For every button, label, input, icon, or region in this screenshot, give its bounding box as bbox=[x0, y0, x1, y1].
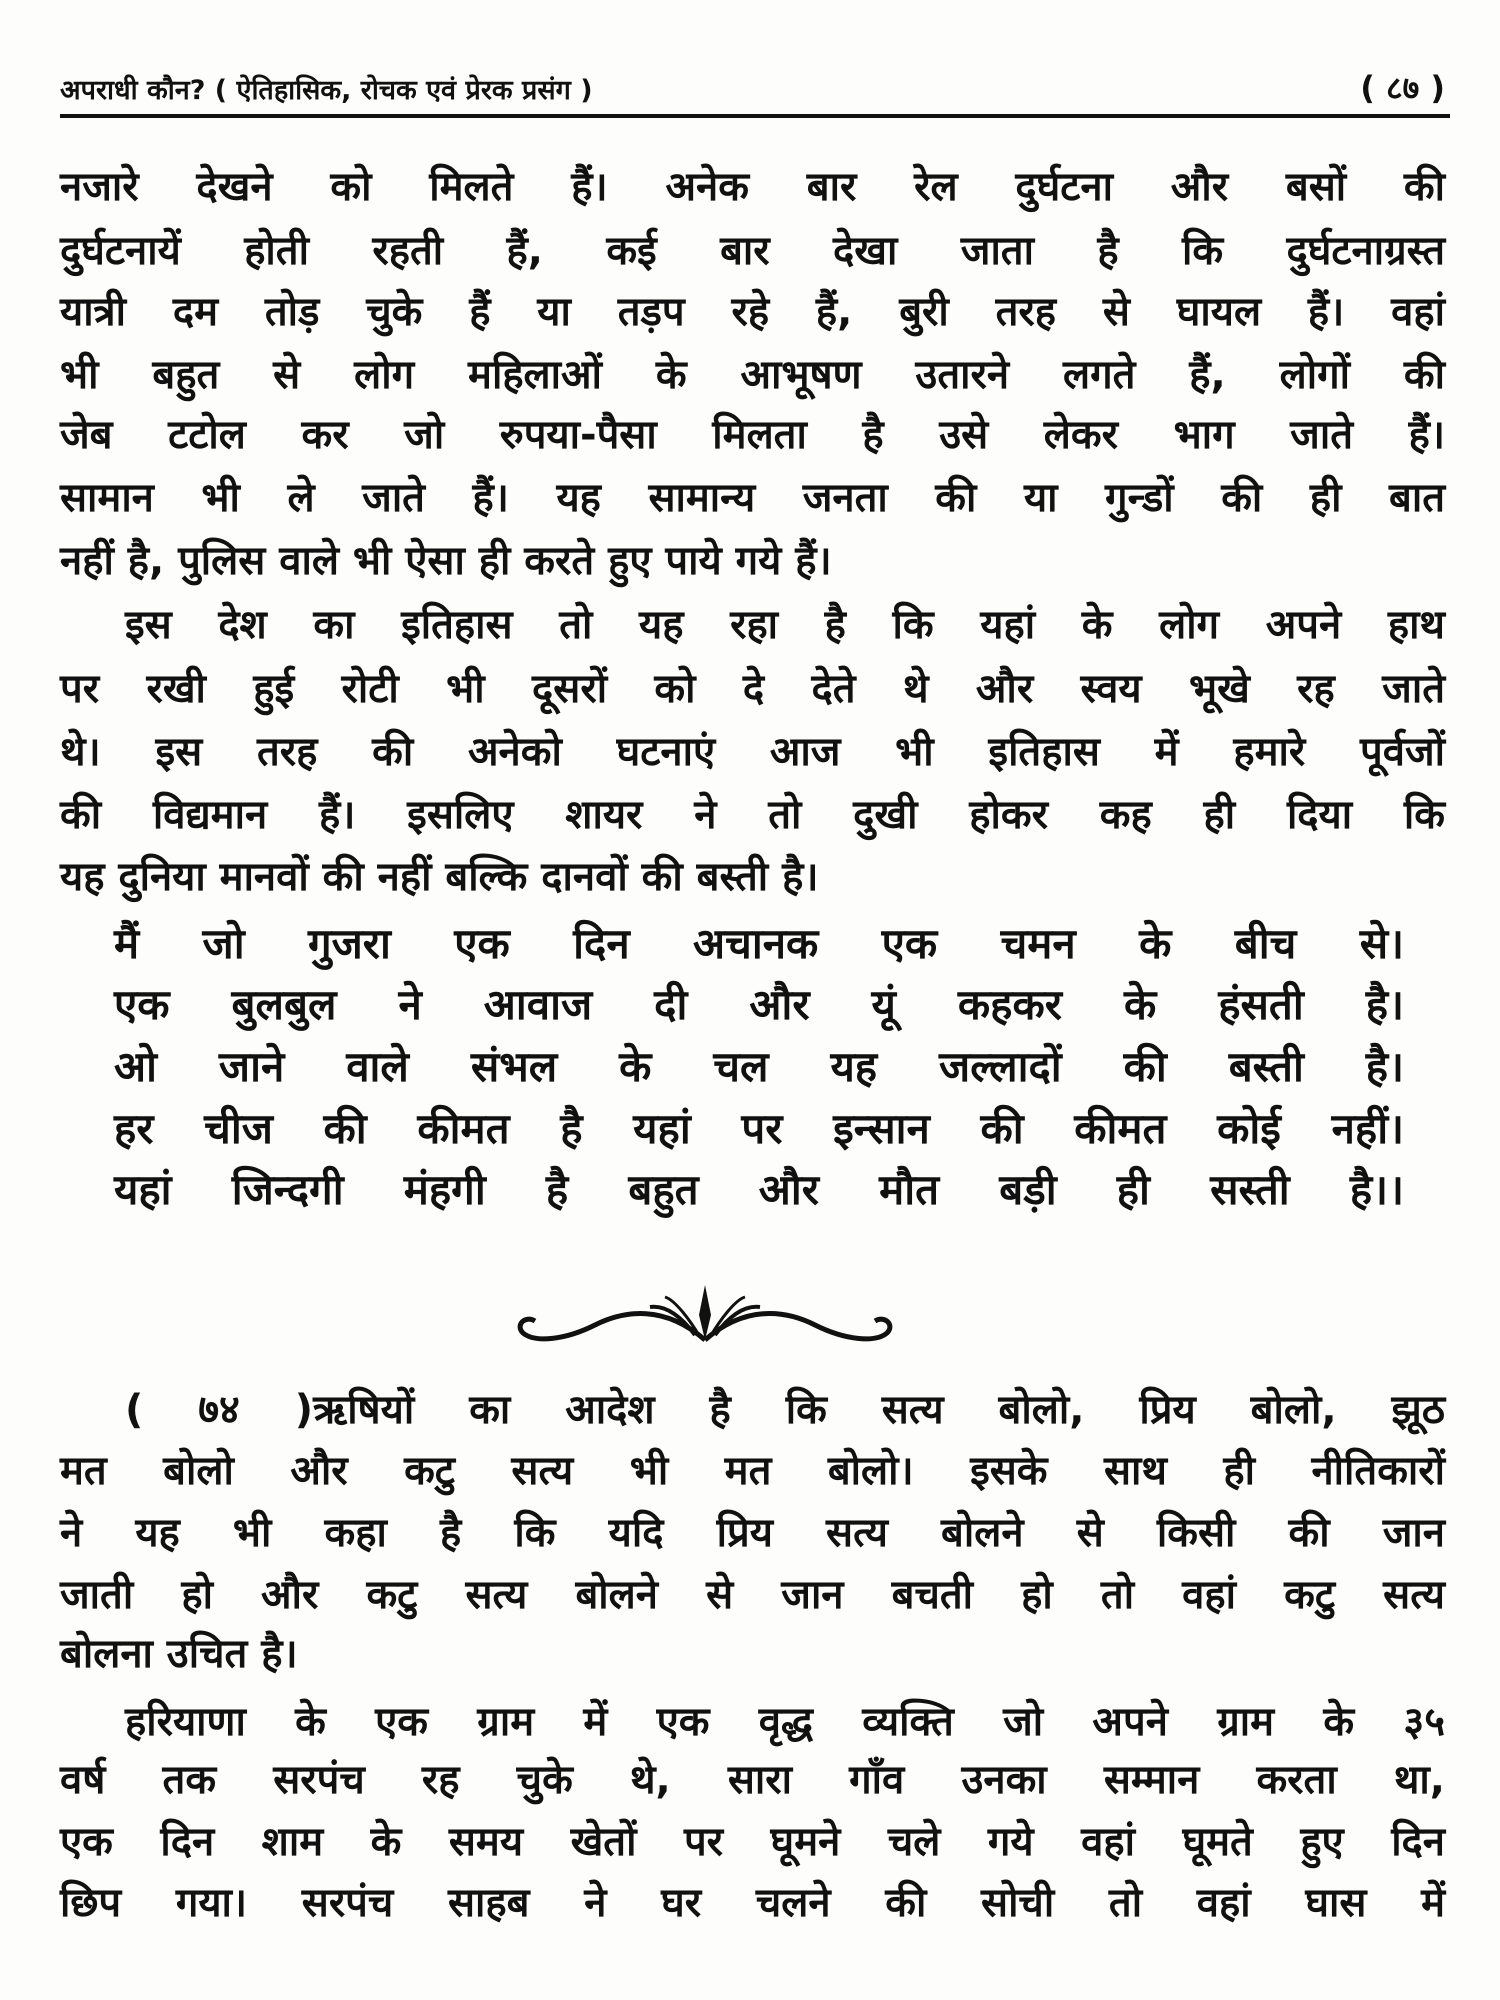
text-line: की विद्यमान हैं। इसलिए शायर ने तो दुखी होकर कह ही दिया कि bbox=[60, 792, 1445, 838]
text-line: मत बोलो और कटु सत्य भी मत बोलो। इसके साथ ही नीतिकारों bbox=[60, 1448, 1445, 1494]
verse-line: ओ जाने वाले संभल के चल यह जल्लादों की बस्ती है। bbox=[114, 1042, 1404, 1091]
text-line: जाती हो और कटु सत्य बोलने से जान बचती हो तो वहां कटु सत्य bbox=[60, 1572, 1445, 1618]
text-line: बोलना उचित है। bbox=[60, 1631, 298, 1677]
verse-line: मैं जो गुजरा एक दिन अचानक एक चमन के बीच से। bbox=[114, 919, 1404, 968]
verse-line: हर चीज की कीमत है यहां पर इन्सान की कीमत कोई नहीं। bbox=[114, 1104, 1404, 1153]
text-line: छिप गया। सरपंच साहब ने घर चलने की सोची तो वहां घास में bbox=[60, 1880, 1445, 1926]
ornament-divider-icon bbox=[515, 1285, 895, 1355]
text-line: इस देश का इतिहास तो यह रहा है कि यहां के लोग अपने हाथ bbox=[125, 602, 1445, 648]
text-line: यह दुनिया मानवों की नहीं बल्कि दानवों की बस्ती है। bbox=[60, 854, 819, 900]
verse-line: एक बुलबुल ने आवाज दी और यूं कहकर के हंसती है। bbox=[114, 980, 1404, 1029]
text-line: पर रखी हुई रोटी भी दूसरों को दे देते थे और स्वय भूखे रह जाते bbox=[60, 666, 1445, 712]
text-line: हरियाणा के एक ग्राम में एक वृद्ध व्यक्ति जो अपने ग्राम के ३५ bbox=[125, 1699, 1445, 1745]
page-header bbox=[60, 70, 1445, 110]
text-line: वर्ष तक सरपंच रह चुके थे, सारा गाँव उनका सम्मान करता था, bbox=[60, 1757, 1445, 1803]
text-line: सामान भी ले जाते हैं। यह सामान्य जनता की या गुन्डों की ही बात bbox=[60, 475, 1445, 521]
text-line: दुर्घटनायें होती रहती हैं, कई बार देखा जाता है कि दुर्घटनाग्रस्त bbox=[60, 228, 1445, 274]
text-line: यात्री दम तोड़ चुके हैं या तड़प रहे हैं, बुरी तरह से घायल हैं। वहां bbox=[60, 289, 1445, 335]
header-rule bbox=[60, 114, 1450, 118]
text-line: एक दिन शाम के समय खेतों पर घूमने चले गये वहां घूमते हुए दिन bbox=[60, 1819, 1445, 1865]
page-number: ( ८७ ) bbox=[1360, 69, 1445, 107]
text-line: ने यह भी कहा है कि यदि प्रिय सत्य बोलने से किसी की जान bbox=[60, 1510, 1445, 1556]
text-line: ( ७४ )ऋषियों का आदेश है कि सत्य बोलो, प्रिय बोलो, झूठ bbox=[125, 1387, 1445, 1433]
running-title: अपराधी कौन? ( ऐतिहासिक, रोचक एवं प्रेरक प्रसंग ) bbox=[60, 75, 593, 106]
text-line: थे। इस तरह की अनेको घटनाएं आज भी इतिहास में हमारे पूर्वजों bbox=[60, 729, 1445, 775]
text-line: नहीं है, पुलिस वाले भी ऐसा ही करते हुए पाये गये हैं। bbox=[60, 538, 832, 584]
verse-line: यहां जिन्दगी मंहगी है बहुत और मौत बड़ी ही सस्ती है।। bbox=[114, 1165, 1404, 1214]
text-line: जेब टटोल कर जो रुपया-पैसा मिलता है उसे लेकर भाग जाते हैं। bbox=[60, 412, 1445, 458]
text-line: भी बहुत से लोग महिलाओं के आभूषण उतारने लगते हैं, लोगों की bbox=[60, 352, 1445, 398]
text-line: नजारे देखने को मिलते हैं। अनेक बार रेल दुर्घटना और बसों की bbox=[60, 164, 1445, 210]
